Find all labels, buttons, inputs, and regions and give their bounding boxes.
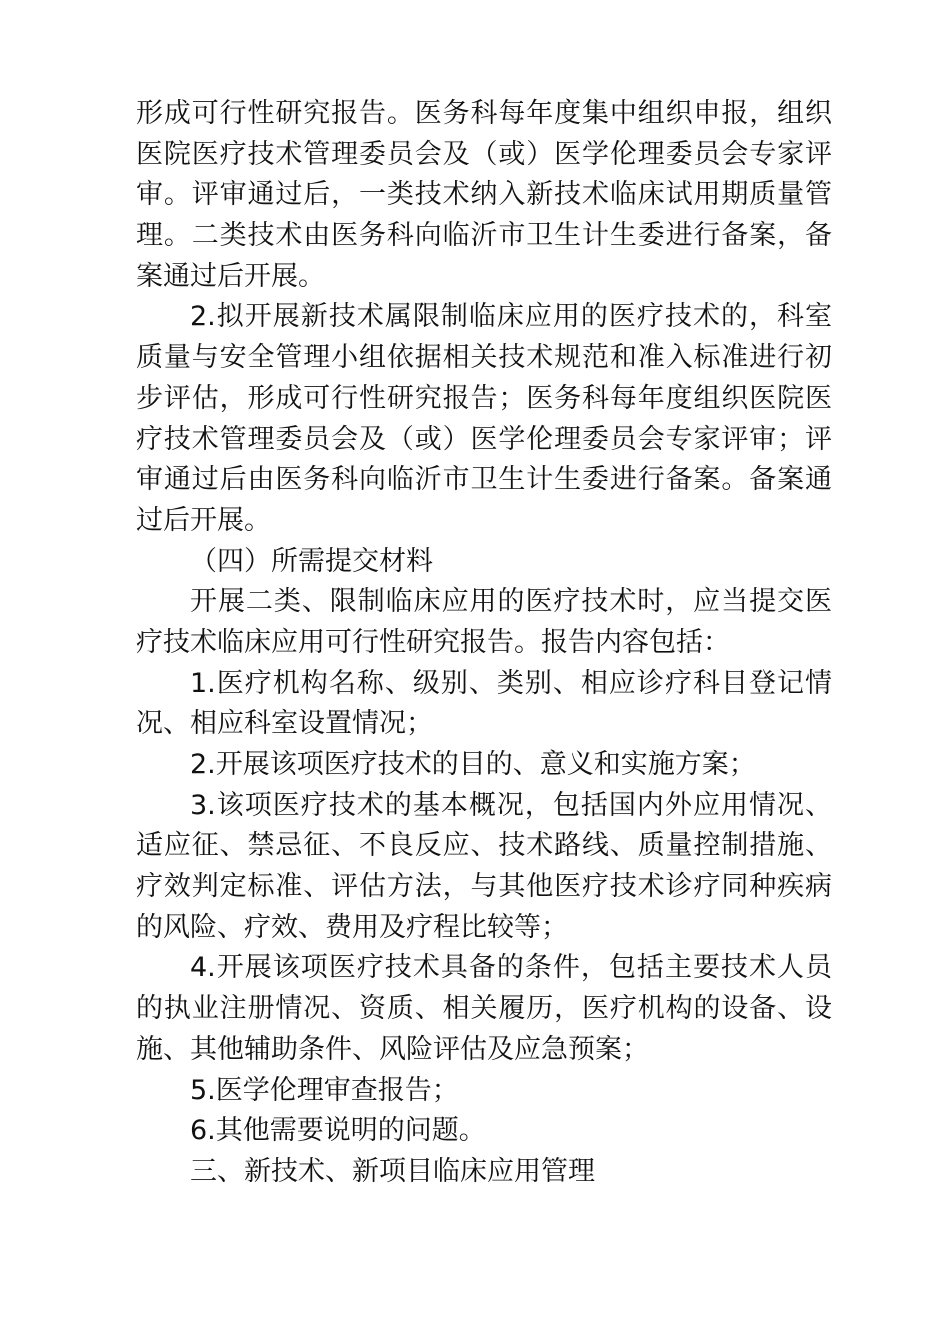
text-line: 审。评审通过后，一类技术纳入新技术临床试用期质量管 bbox=[136, 179, 832, 211]
text-line: 理。二类技术由医务科向临沂市卫生计生委进行备案，备 bbox=[136, 220, 832, 252]
text-line: 的风险、疗效、费用及疗程比较等； bbox=[136, 911, 568, 943]
text-line: 疗技术临床应用可行性研究报告。报告内容包括： bbox=[136, 626, 730, 658]
text-line: 施、其他辅助条件、风险评估及应急预案； bbox=[136, 1033, 649, 1065]
paragraph-start-line: 2.拟开展新技术属限制临床应用的医疗技术的，科室 bbox=[190, 301, 832, 333]
list-item-line: 3.该项医疗技术的基本概况，包括国内外应用情况、 bbox=[190, 789, 832, 821]
list-item-line: 4.开展该项医疗技术具备的条件，包括主要技术人员 bbox=[190, 952, 832, 984]
text-line: 审通过后由医务科向临沂市卫生计生委进行备案。备案通 bbox=[136, 464, 832, 496]
text-line: 步评估，形成可行性研究报告；医务科每年度组织医院医 bbox=[136, 382, 832, 414]
text-line: 疗技术管理委员会及（或）医学伦理委员会专家评审；评 bbox=[136, 423, 832, 455]
text-line: 形成可行性研究报告。医务科每年度集中组织申报，组织 bbox=[136, 98, 832, 129]
list-item-line: 1.医疗机构名称、级别、类别、相应诊疗科目登记情 bbox=[190, 667, 832, 699]
text-line: 的执业注册情况、资质、相关履历，医疗机构的设备、设 bbox=[136, 993, 832, 1025]
text-line: 疗效判定标准、评估方法，与其他医疗技术诊疗同种疾病 bbox=[136, 871, 832, 903]
document-body bbox=[136, 94, 832, 1193]
paragraph-start-line: 开展二类、限制临床应用的医疗技术时，应当提交医 bbox=[190, 586, 832, 618]
list-item-line: 2.开展该项医疗技术的目的、意义和实施方案； bbox=[190, 749, 756, 780]
section-heading: （四）所需提交材料 bbox=[190, 545, 433, 577]
list-item-line: 5.医学伦理审查报告； bbox=[190, 1074, 459, 1106]
list-item-line: 6.其他需要说明的问题。 bbox=[190, 1115, 486, 1147]
text-line: 质量与安全管理小组依据相关技术规范和准入标准进行初 bbox=[136, 342, 832, 374]
text-line: 医院医疗技术管理委员会及（或）医学伦理委员会专家评 bbox=[136, 138, 832, 170]
text-line: 过后开展。 bbox=[136, 504, 271, 536]
section-heading: 三、新技术、新项目临床应用管理 bbox=[190, 1155, 595, 1187]
text-line: 况、相应科室设置情况； bbox=[136, 708, 433, 740]
text-line: 适应征、禁忌征、不良反应、技术路线、质量控制措施、 bbox=[136, 830, 832, 862]
text-line: 案通过后开展。 bbox=[136, 260, 325, 292]
